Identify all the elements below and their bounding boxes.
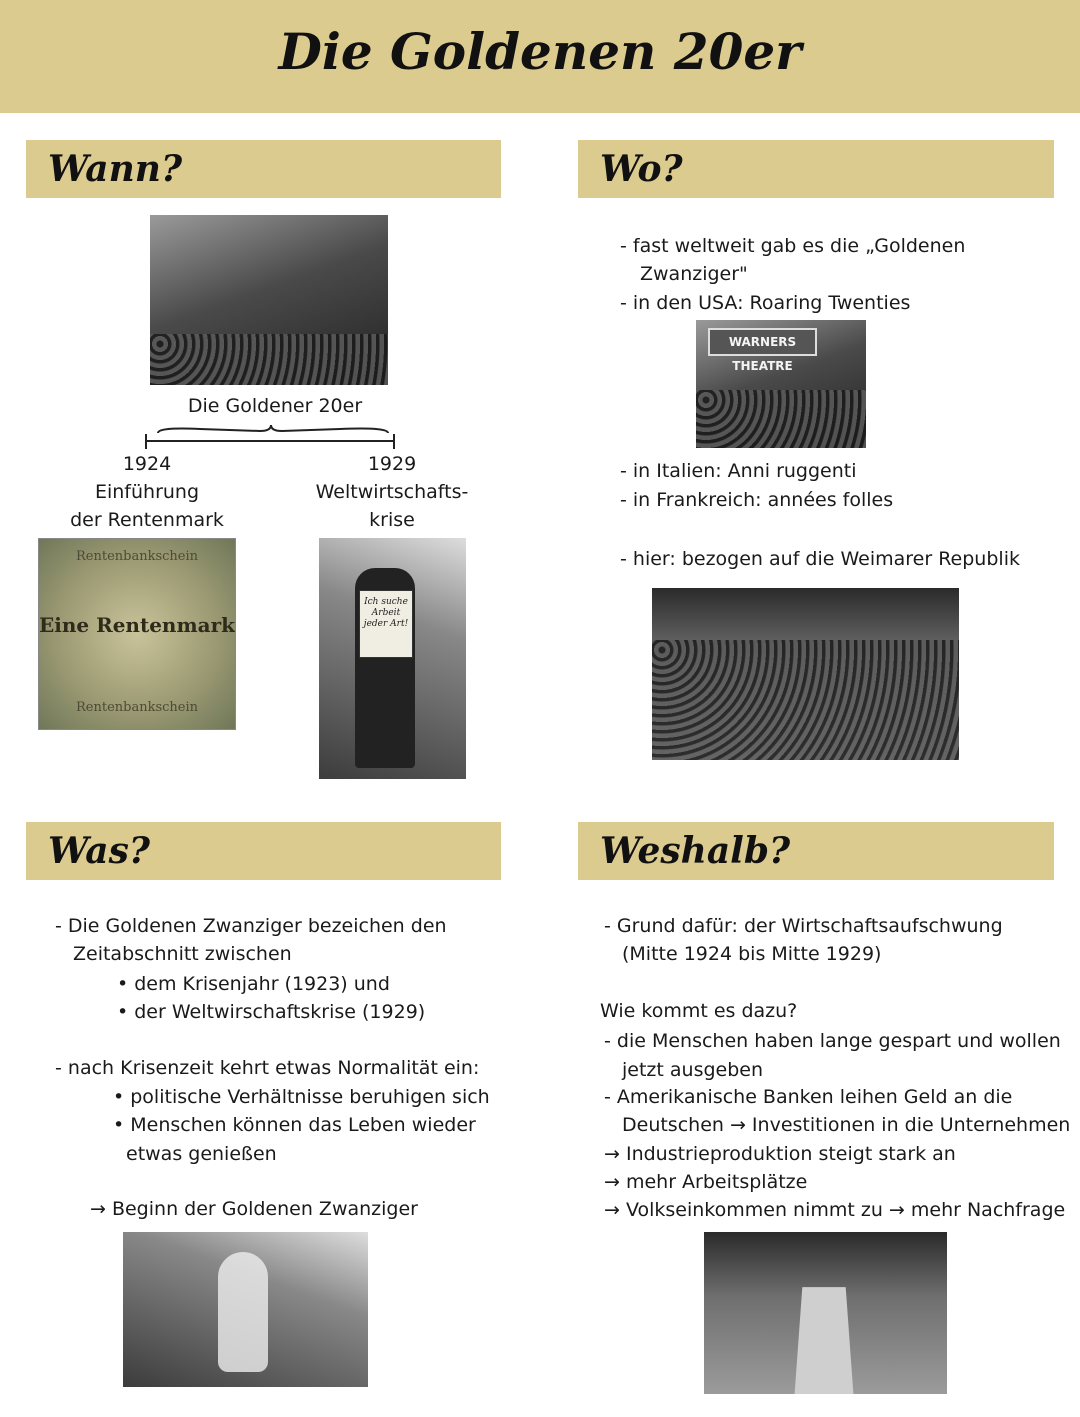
weshalb-effect-2: → mehr Arbeitsplätze — [604, 1171, 808, 1193]
unemployed-man-photo — [319, 538, 466, 779]
weshalb-reason-2: - Amerikanische Banken leihen Geld an die — [604, 1086, 1013, 1108]
factory-photo — [704, 1232, 947, 1394]
weshalb-header — [578, 822, 1054, 880]
crisis-label-2: krise — [369, 509, 415, 531]
was-heading: Was? — [48, 830, 150, 872]
rentenmark-label-2: der Rentenmark — [70, 509, 224, 531]
banknote-bottom-text: Rentenbankschein — [75, 700, 198, 715]
banknote-center-text: Eine Rentenmark — [39, 613, 235, 637]
year-1929: 1929 — [367, 453, 417, 475]
cabaret-photo-shading — [150, 334, 388, 385]
was-bullet-3: • politische Verhältnisse beruhigen sich — [113, 1086, 490, 1108]
was-line-2: Zeitabschnitt zwischen — [73, 943, 292, 965]
crisis-label-1: Weltwirtschafts- — [315, 481, 469, 503]
weshalb-heading: Weshalb? — [600, 830, 791, 872]
weshalb-question: Wie kommt es dazu? — [600, 1000, 798, 1022]
year-1924: 1924 — [122, 453, 172, 475]
dancing-crowd — [652, 640, 959, 760]
weshalb-line-1: - Grund dafür: der Wirtschaftsaufschwung — [604, 915, 1003, 937]
wann-caption: Die Goldener 20er — [187, 395, 363, 417]
weshalb-reason-2b: Deutschen → Investitionen in die Unternehmen — [622, 1114, 1071, 1136]
wo-heading: Wo? — [600, 148, 683, 190]
charleston-dancer-photo — [123, 1232, 368, 1387]
dancer-figure — [218, 1252, 268, 1372]
was-bullet-1: • dem Krisenjahr (1923) und — [117, 973, 390, 995]
cabaret-photo — [150, 215, 388, 385]
wo-line-1: - fast weltweit gab es die „Goldenen — [620, 235, 966, 257]
factory-table — [795, 1287, 854, 1394]
wo-weimar: - hier: bezogen auf die Weimarer Republik — [620, 548, 1020, 570]
job-sign: Ich suche Arbeit jeder Art! — [359, 590, 413, 658]
was-line-3: - nach Krisenzeit kehrt etwas Normalität ein: — [55, 1057, 480, 1079]
weshalb-line-2: (Mitte 1924 bis Mitte 1929) — [622, 943, 882, 965]
warners-theatre-photo — [696, 320, 866, 448]
wo-italy: - in Italien: Anni ruggenti — [620, 460, 857, 482]
wann-header — [26, 140, 501, 198]
banknote-top-text: Rentenbankschein — [75, 549, 198, 564]
theatre-sign: WARNERS THEATRE — [708, 328, 817, 356]
rentenmark-label-1: Einführung — [94, 481, 200, 503]
dancing-crowd-photo — [652, 588, 959, 760]
wo-line-3: - in den USA: Roaring Twenties — [620, 292, 911, 314]
weshalb-reason-1b: jetzt ausgeben — [622, 1059, 764, 1081]
was-bullet-2: • der Weltwirschaftskrise (1929) — [117, 1001, 426, 1023]
was-bullet-4: • Menschen können das Leben wieder — [113, 1114, 476, 1136]
was-header — [26, 822, 501, 880]
wo-line-2: Zwanziger" — [640, 263, 748, 285]
wann-heading: Wann? — [48, 148, 183, 190]
rentenmark-banknote — [38, 538, 236, 730]
was-line-4: etwas genießen — [126, 1143, 277, 1165]
weshalb-effect-1: → Industrieproduktion steigt stark an — [604, 1143, 956, 1165]
weshalb-reason-1: - die Menschen haben lange gespart und wollen — [604, 1030, 1061, 1052]
was-line-1: - Die Goldenen Zwanziger bezeichen den — [55, 915, 447, 937]
theatre-crowd — [696, 390, 866, 448]
wo-france: - in Frankreich: années folles — [620, 489, 894, 511]
weshalb-effect-3: → Volkseinkommen nimmt zu → mehr Nachfrage — [604, 1199, 1066, 1221]
was-conclusion: → Beginn der Goldenen Zwanziger — [90, 1198, 418, 1220]
wo-header — [578, 140, 1054, 198]
page-title: Die Goldenen 20er — [278, 22, 802, 81]
